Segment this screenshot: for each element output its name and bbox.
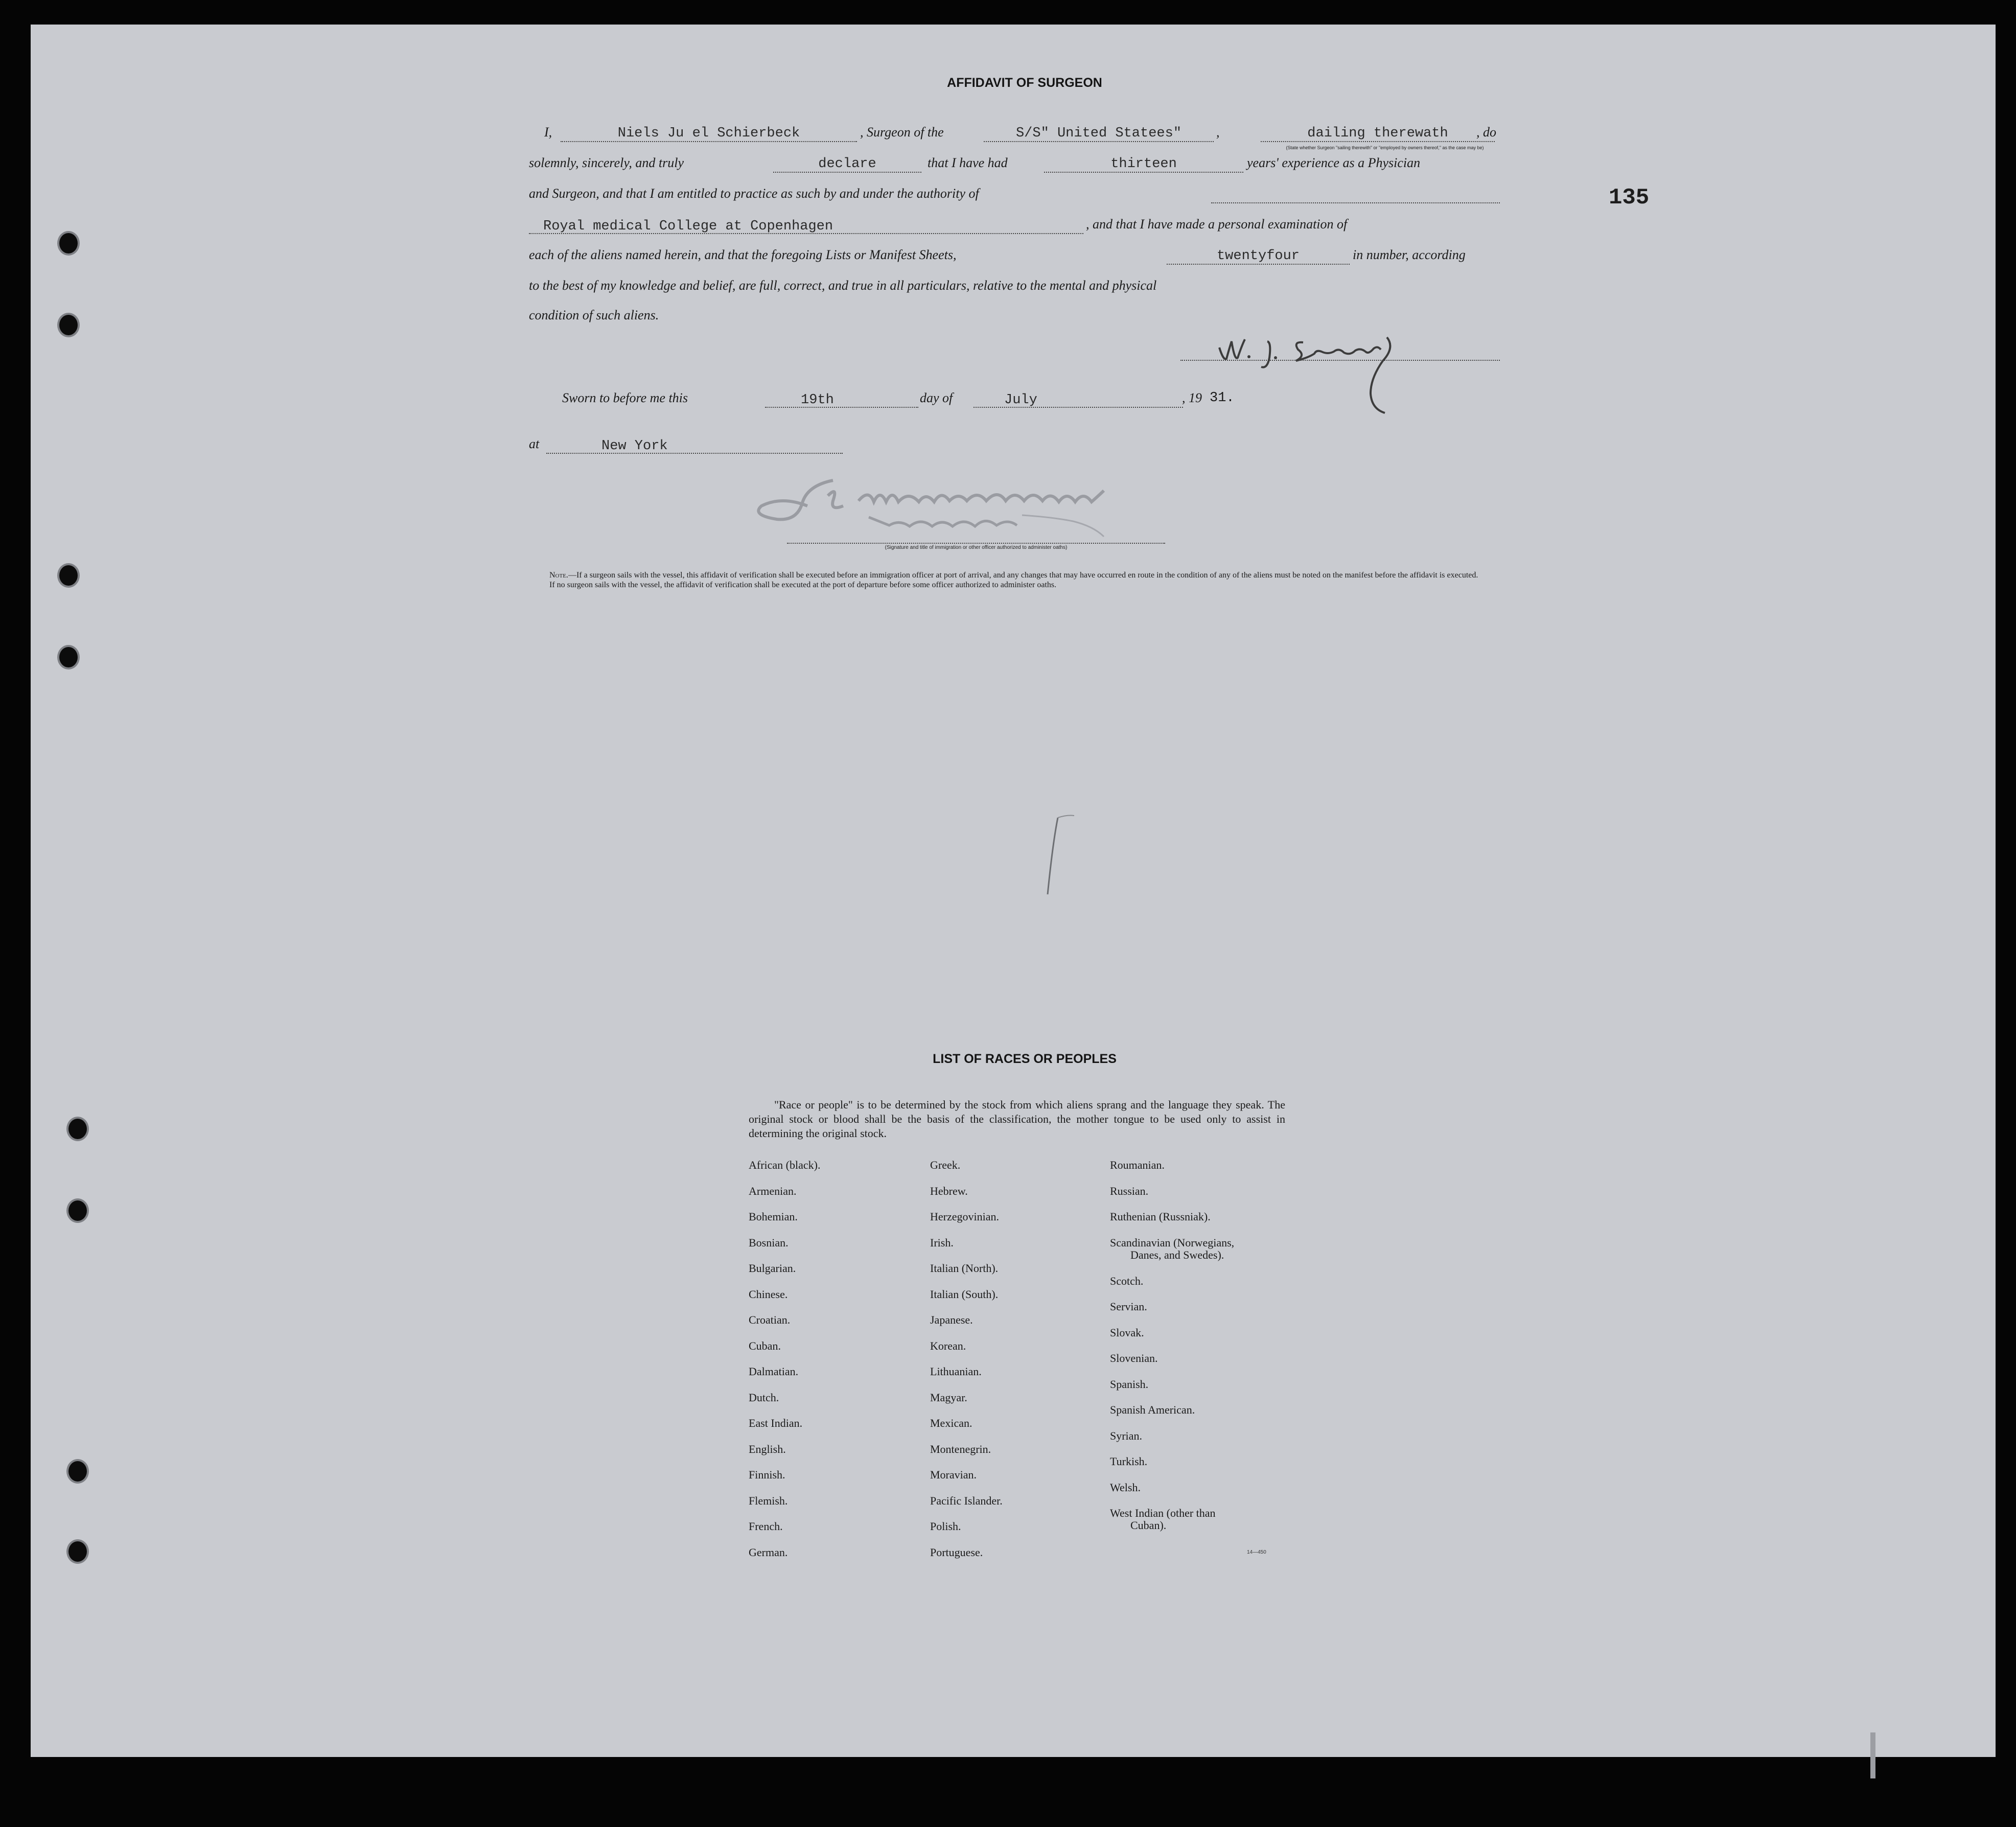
race-item: Roumanian.: [1110, 1159, 1165, 1171]
race-item: Bulgarian.: [749, 1262, 796, 1275]
race-item: African (black).: [749, 1159, 821, 1171]
officer-signature-caption: (Signature and title of immigration or other officer authorized to administer oaths): [885, 545, 1068, 550]
race-item: [1110, 1237, 1294, 1275]
affidavit-title: AFFIDAVIT OF SURGEON: [947, 76, 1102, 90]
place-field: New York: [546, 438, 843, 454]
races-column-3: [1110, 1159, 1294, 1545]
races-title: LIST OF RACES OR PEOPLES: [933, 1052, 1117, 1066]
at-line: [529, 435, 1500, 456]
note-text-1: —If a surgeon sails with the vessel, this affidavit of verification shall be executed before an immigration officer at port of arrival, and any changes that may have occurred en route in the condition of any of the aliens must be noted on the manifest before the affidavit is executed.: [568, 571, 1478, 580]
race-item: Lithuanian.: [930, 1365, 982, 1378]
races-intro: "Race or people" is to be determined by the stock from which aliens sprang and the language they speak. The original stock or blood shall be the basis of the classification, the mother tongue to be used only to assist in determining the original stock.: [749, 1098, 1285, 1140]
binder-hole: [57, 563, 80, 588]
line-text: I,: [544, 125, 552, 140]
line-text: day of: [920, 390, 953, 405]
line-text: , do: [1476, 125, 1496, 140]
declare-field: declare: [773, 156, 921, 173]
affidavit-line-3: [529, 185, 1500, 205]
race-item: Welsh.: [1110, 1481, 1141, 1494]
race-item: Bosnian.: [749, 1236, 789, 1249]
page-number: 135: [1609, 185, 1650, 211]
race-item: Turkish.: [1110, 1455, 1148, 1468]
sailing-status-note: (State whether Surgeon "sailing therewith" or "employed by owners thereof," as the case may be): [1286, 145, 1484, 150]
stray-pencil-mark: [1037, 813, 1078, 899]
line-text: that I have had: [928, 155, 1008, 170]
race-item: Bohemian.: [749, 1210, 798, 1223]
race-item: Portuguese.: [930, 1545, 983, 1559]
race-item: Croatian.: [749, 1313, 791, 1326]
line-text: at: [529, 436, 540, 451]
line-text: solemnly, sincerely, and truly: [529, 155, 684, 170]
affidavit-line-4: [529, 216, 1500, 236]
line-text: each of the aliens named herein, and that the foregoing Lists or Manifest Sheets,: [529, 247, 957, 262]
surgeon-name-field: Niels Ju el Schierbeck: [561, 126, 857, 142]
sworn-day-field: 19th: [765, 392, 918, 408]
race-item: Italian (South).: [930, 1287, 999, 1301]
race-item: Dalmatian.: [749, 1365, 799, 1378]
races-column-2: [930, 1159, 1003, 1572]
race-item: Hebrew.: [930, 1184, 968, 1197]
line-text: to the best of my knowledge and belief, are full, correct, and true in all particulars, relative to the mental and physical: [529, 278, 1157, 293]
affidavit-line-7: [529, 307, 1500, 327]
race-item: Greek.: [930, 1159, 961, 1171]
race-item: Moravian.: [930, 1468, 977, 1481]
officer-signature-line: [787, 543, 1165, 544]
race-item: Spanish.: [1110, 1377, 1149, 1391]
note-label: Note.: [549, 571, 568, 580]
race-item: Pacific Islander.: [930, 1494, 1003, 1507]
race-item: Montenegrin.: [930, 1442, 991, 1455]
race-item-line: West Indian (other than: [1110, 1507, 1216, 1519]
form-code: 14—450: [1247, 1550, 1266, 1555]
affidavit-note: [529, 570, 1500, 590]
line-text: condition of such aliens.: [529, 308, 659, 322]
race-item: Cuban.: [749, 1339, 781, 1352]
race-item: Magyar.: [930, 1391, 967, 1404]
race-item: Japanese.: [930, 1313, 973, 1326]
race-item: Spanish American.: [1110, 1403, 1195, 1416]
years-experience-field: thirteen: [1044, 156, 1243, 173]
affidavit-line-5: [529, 246, 1500, 267]
race-item: Russian.: [1110, 1184, 1149, 1197]
note-paragraph-2: If no surgeon sails with the vessel, the affidavit of verification shall be executed at the port of departure before some officer authorized to administer oaths.: [549, 581, 1057, 589]
race-item: Irish.: [930, 1236, 954, 1249]
line-text: years' experience as a Physician: [1247, 155, 1421, 170]
authority-field-continued: [1211, 187, 1500, 203]
race-item: Scotch.: [1110, 1274, 1144, 1287]
race-item: Chinese.: [749, 1287, 788, 1301]
binder-hole: [57, 231, 80, 256]
line-text: , 19: [1182, 390, 1202, 405]
binder-hole: [66, 1459, 89, 1484]
affidavit-line-6: [529, 277, 1500, 297]
race-item: English.: [749, 1442, 786, 1455]
authority-field: Royal medical College at Copenhagen: [529, 219, 1083, 234]
note-paragraph-1: [529, 570, 1500, 580]
race-item: Polish.: [930, 1520, 961, 1533]
race-item-line: Scandinavian (Norwegians,: [1110, 1236, 1235, 1249]
race-item: German.: [749, 1545, 788, 1559]
race-item-line: Cuban).: [1130, 1519, 1167, 1532]
race-item-line: Danes, and Swedes).: [1130, 1248, 1224, 1261]
line-text: ,: [1216, 125, 1220, 140]
officer-signature: [746, 470, 1513, 547]
race-item: Italian (North).: [930, 1262, 999, 1275]
race-item: Slovenian.: [1110, 1352, 1158, 1365]
sailing-status-field: dailing therewath: [1261, 126, 1495, 142]
binder-hole: [66, 1539, 89, 1564]
sworn-year-field: 31.: [1210, 390, 1235, 406]
line-text: Sworn to before me this: [562, 390, 688, 405]
sworn-month-field: July: [974, 392, 1183, 408]
race-item: Korean.: [930, 1339, 966, 1352]
race-item: Mexican.: [930, 1417, 972, 1429]
race-item: Herzegovinian.: [930, 1210, 999, 1223]
race-item: Ruthenian (Russniak).: [1110, 1210, 1211, 1223]
line-text: , Surgeon of the: [860, 125, 944, 140]
line-text: and Surgeon, and that I am entitled to practice as such by and under the authority of: [529, 186, 979, 201]
page-edge: [1870, 1732, 1875, 1778]
affidavit-line-1: [529, 124, 1500, 144]
race-item: French.: [749, 1520, 783, 1533]
line-text: in number, according: [1353, 247, 1466, 262]
binder-hole: [57, 645, 80, 669]
races-column-1: [749, 1159, 820, 1572]
race-item: Syrian.: [1110, 1429, 1142, 1442]
race-item: Slovak.: [1110, 1326, 1144, 1339]
binder-hole: [66, 1117, 89, 1141]
affidavit-line-2: [529, 154, 1500, 175]
race-item: East Indian.: [749, 1417, 803, 1429]
binder-hole: [66, 1198, 89, 1223]
race-item: Flemish.: [749, 1494, 788, 1507]
vessel-name-field: S/S" United Statees": [984, 126, 1214, 142]
race-item: Finnish.: [749, 1468, 785, 1481]
sworn-line: [529, 389, 1500, 410]
binder-hole: [57, 313, 80, 337]
race-item: Armenian.: [749, 1184, 797, 1197]
race-item: [1110, 1507, 1294, 1545]
race-item: Dutch.: [749, 1391, 779, 1404]
race-item: Servian.: [1110, 1300, 1147, 1313]
line-text: , and that I have made a personal examination of: [1086, 217, 1348, 232]
manifest-sheets-count-field: twentyfour: [1167, 248, 1350, 265]
